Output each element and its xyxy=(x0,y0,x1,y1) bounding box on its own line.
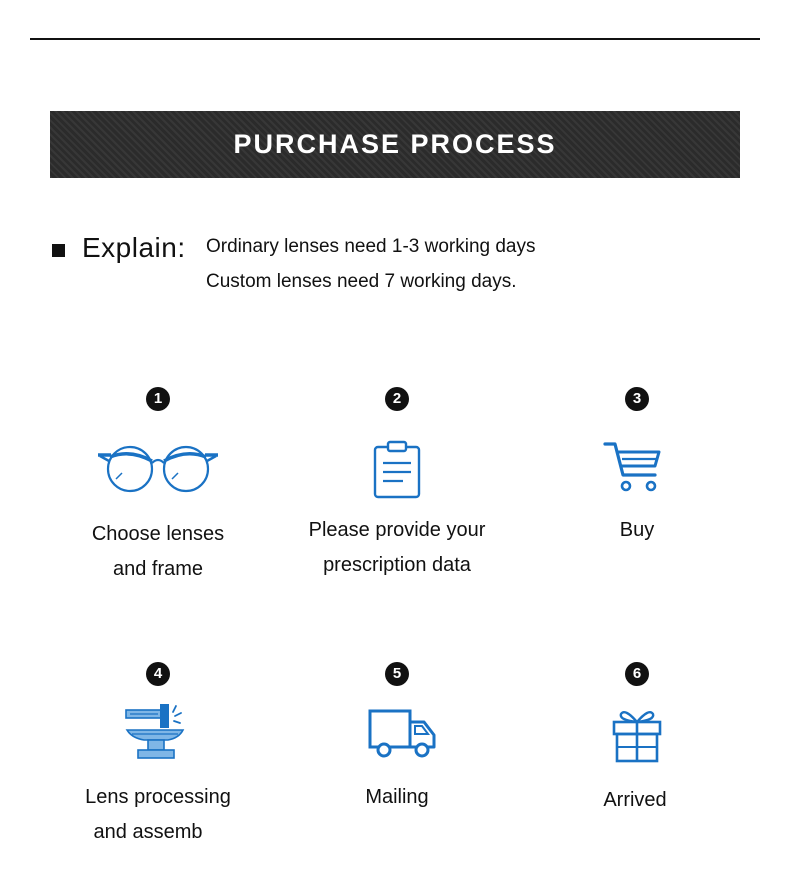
step-number-badge: 6 xyxy=(625,662,649,686)
step-number-badge: 2 xyxy=(385,387,409,411)
explain-line-ordinary: Ordinary lenses need 1-3 working days xyxy=(206,236,536,257)
step-label xyxy=(38,517,278,587)
step-number-badge: 4 xyxy=(146,662,170,686)
explain-label: Explain: xyxy=(82,232,186,263)
step-choose-lenses xyxy=(38,387,278,597)
step-label-line: Please provide your xyxy=(308,519,486,541)
glasses-icon xyxy=(96,439,220,495)
step-label-line: Mailing xyxy=(365,786,429,808)
step-label-line: Lens processing xyxy=(85,786,231,808)
step-label xyxy=(277,513,517,583)
step-label xyxy=(38,780,278,850)
clipboard-icon xyxy=(372,439,422,499)
gift-icon xyxy=(611,706,663,764)
step-label xyxy=(517,783,757,818)
explain-line-custom: Custom lenses need 7 working days. xyxy=(206,271,517,292)
delivery-truck-icon xyxy=(368,708,438,760)
step-number-badge: 1 xyxy=(146,387,170,411)
explain-section xyxy=(52,230,752,300)
step-label-line: Buy xyxy=(619,519,655,541)
shopping-cart-icon xyxy=(603,439,665,495)
square-bullet-icon xyxy=(52,244,65,257)
step-prescription-data xyxy=(277,387,517,597)
step-label-line: Arrived xyxy=(603,789,667,811)
step-lens-processing xyxy=(38,662,278,872)
step-label xyxy=(277,780,517,815)
step-number-badge: 5 xyxy=(385,662,409,686)
step-label-line: and assemb xyxy=(93,821,203,843)
step-mailing xyxy=(277,662,517,842)
step-label xyxy=(517,513,757,548)
top-divider xyxy=(30,38,760,40)
purchase-process-banner xyxy=(50,111,740,178)
step-number-badge: 3 xyxy=(625,387,649,411)
step-arrived xyxy=(517,662,757,842)
step-label-line: prescription data xyxy=(323,554,471,576)
step-label-line: Choose lenses xyxy=(91,523,225,545)
banner-title: PURCHASE PROCESS xyxy=(233,129,557,159)
step-label-line: and frame xyxy=(112,558,204,580)
step-buy xyxy=(517,387,757,567)
anvil-hammer-icon xyxy=(124,702,186,760)
